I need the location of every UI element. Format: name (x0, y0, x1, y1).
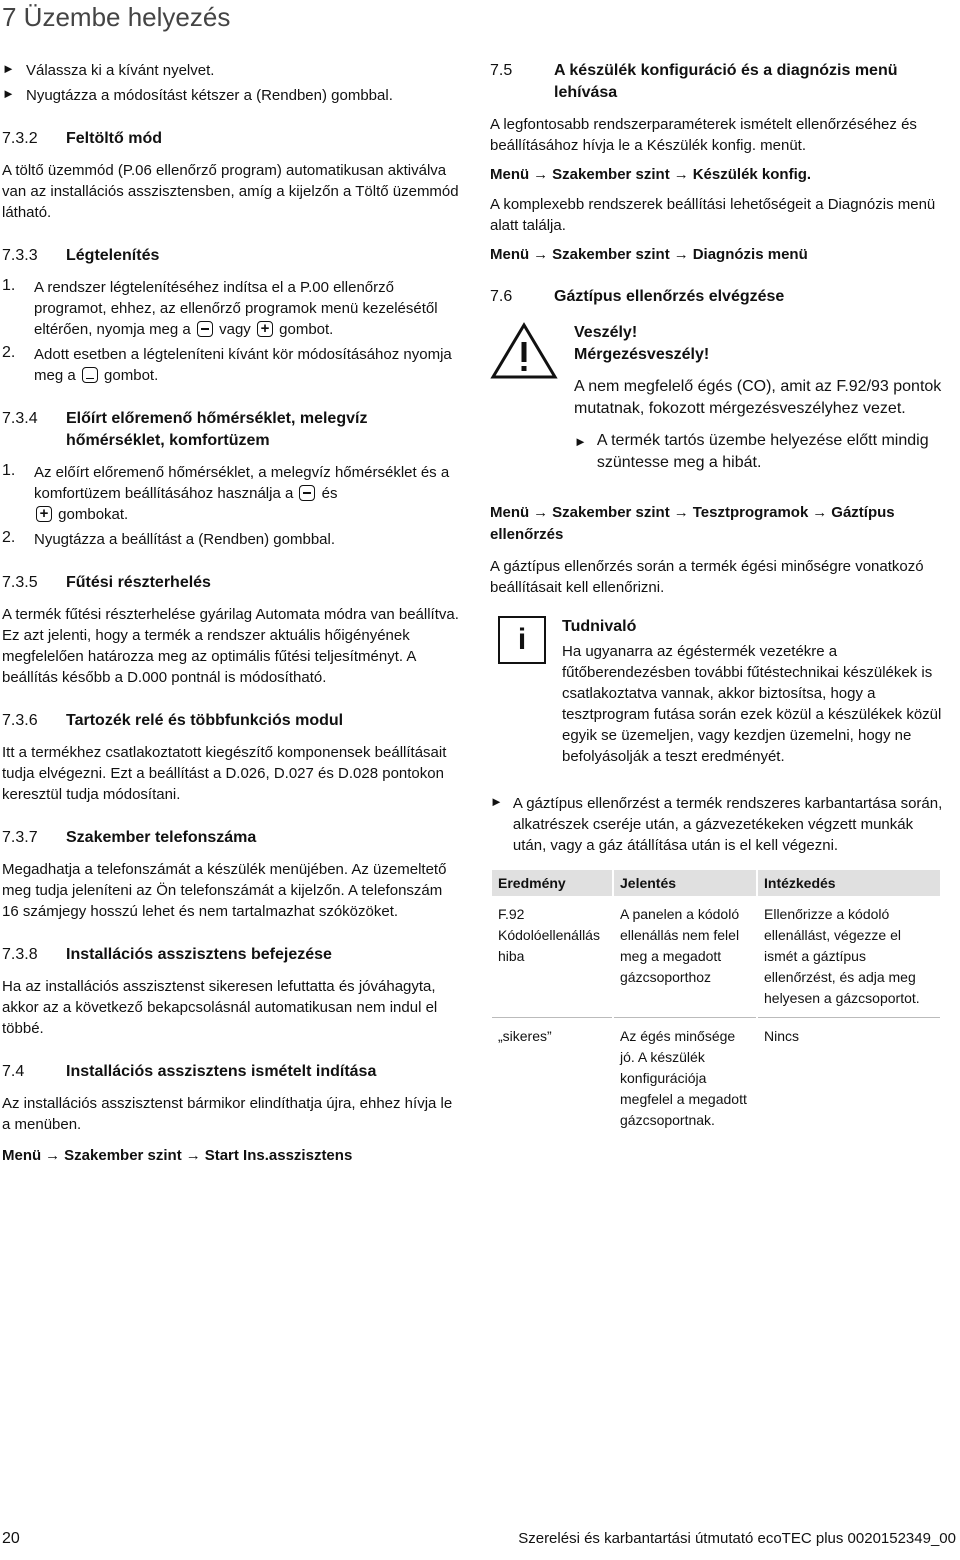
bullet-text: A gáztípus ellenőrzést a termék rendszeres karbantartása során, alkatrészek cseréje után, a gázvezetékeken végzett munkák után, vagy a gáz átállítása után is el kell végezni. (512, 795, 943, 854)
list-item (2, 344, 462, 386)
table-cell: „sikeres” (491, 1018, 613, 1140)
section-heading-7-4 (2, 1061, 462, 1083)
section-heading-7-3-8 (2, 944, 462, 966)
paragraph: A töltő üzemmód (P.06 ellenőrző program) automatikusan aktiválva van az installációs asszisztensben, amíg a kijelzőn a Töltő üzemmód látható. (2, 162, 459, 221)
step-number: 1. (2, 462, 16, 479)
paragraph: A legfontosabb rendszerparaméterek ismételt ellenőrzéséhez és beállításához hívja le a Készülék konfig. menüt. (490, 116, 917, 154)
step-text-b: gombot. (104, 367, 159, 384)
menu-path-step: Menü (2, 1147, 42, 1164)
table-row (491, 896, 940, 1018)
arrow-right-icon: → (533, 246, 549, 263)
section-number: 7.3.4 (2, 410, 38, 427)
info-title: Tudnivaló (562, 618, 637, 635)
step-text (34, 344, 462, 386)
table-cell: A panelen a kódoló ellenállás nem felel meg a megadott gázcsoporthoz (613, 896, 757, 1018)
menu-path-step: Tesztprogramok (692, 504, 809, 521)
minus-button-icon (299, 485, 315, 501)
section-number: 7.6 (490, 288, 513, 305)
step-text-a: A rendszer légtelenítéséhez indítsa el a P.00 ellenőrző programot, ehhez, az ellenőrző programok menü kezelésétől eltérően, nyomja meg a (34, 279, 438, 338)
step-text-b: vagy (219, 321, 251, 338)
section-heading-7-3-2 (2, 128, 462, 150)
page-number: 20 (2, 1530, 20, 1547)
menu-path-step: Szakember szint (64, 1147, 182, 1164)
document-footer: Szerelési és karbantartási útmutató ecoTEC plus 0020152349_00 (518, 1530, 956, 1547)
step-text (34, 277, 462, 340)
menu-path-step: Szakember szint (552, 246, 670, 263)
bullet-text: A termék tartós üzembe helyezése előtt mindig szüntesse meg a hibát. (596, 432, 929, 471)
plus-button-icon (257, 321, 273, 337)
menu-path (490, 244, 950, 266)
paragraph: Itt a termékhez csatlakoztatott kiegészítő komponensek beállításait tudja elvégezni. Ezt a beállítást a D.026, D.027 és D.028 pontokon keresztül tudja módosítani. (2, 744, 447, 803)
section-title: A készülék konfiguráció és a diagnózis menü lehívása (554, 62, 898, 101)
paragraph: A gáztípus ellenőrzés során a termék égési minőségre vonatkozó beállításait kell ellenőrizni. (490, 558, 924, 596)
section-title: Gáztípus ellenőrzés elvégzése (554, 288, 785, 305)
menu-path-step: Menü (490, 166, 530, 183)
section-heading-7-3-4 (2, 408, 462, 452)
section-number: 7.3.2 (2, 130, 38, 147)
section-number: 7.3.7 (2, 829, 38, 846)
section-title: Szakember telefonszáma (66, 829, 257, 846)
triangle-right-icon: ► (574, 434, 587, 449)
triangle-right-icon: ► (490, 794, 503, 809)
arrow-right-icon: → (673, 166, 689, 183)
arrow-right-icon: → (185, 1147, 201, 1164)
column-header: Jelentés (613, 870, 757, 896)
arrow-right-icon: → (812, 504, 828, 521)
section-title: Tartozék relé és többfunkciós modul (66, 712, 344, 729)
section-title: Előírt előremenő hőmérséklet, melegvíz hőmérséklet, komfortüzem (66, 410, 368, 449)
menu-path-step: Szakember szint (552, 166, 670, 183)
step-number: 2. (2, 344, 16, 361)
step-text (34, 462, 462, 525)
bullet-text: Válassza ki a kívánt nyelvet. (26, 62, 215, 79)
menu-path (490, 502, 950, 546)
menu-path-step: Szakember szint (552, 504, 670, 521)
list-item (574, 430, 950, 474)
page-title: 7 Üzembe helyezés (2, 2, 231, 32)
arrow-right-icon: → (533, 504, 549, 521)
section-heading-7-3-6 (2, 710, 462, 732)
triangle-right-icon: ► (2, 61, 15, 76)
section-number: 7.4 (2, 1063, 25, 1080)
result-table (490, 870, 940, 1139)
menu-path-step: Start Ins.asszisztens (204, 1147, 353, 1164)
step-text-a: Az előírt előremenő hőmérséklet, a melegvíz hőmérséklet és a komfortüzem beállításához használja a (34, 464, 450, 502)
section-title: Installációs asszisztens ismételt indítása (66, 1063, 377, 1080)
section-number: 7.3.5 (2, 574, 38, 591)
bullet-text: Nyugtázza a módosítást kétszer a (Rendben) gombbal. (26, 87, 393, 104)
section-title: Fűtési részterhelés (66, 574, 211, 591)
section-heading-7-3-7 (2, 827, 462, 849)
section-number: 7.5 (490, 62, 513, 79)
column-header: Eredmény (491, 870, 613, 896)
table-cell: Ellenőrizze a kódoló ellenállást, végezze el ismét a gáztípus ellenőrzést, és adja meg helyesen a gázcsoportot. (757, 896, 940, 1018)
step-number: 1. (2, 277, 16, 294)
info-text: Ha ugyanarra az égéstermék vezetékre a fűtőberendezésben további fűtéstechnikai készülékek is csatlakoztatva vannak, akkor biztosítsa, hogy a tesztprogram futása során ezek közül a készülékek közül egyik se üzemeljen, vagy kezdjen üzemelni, hogy ne befolyásolják a teszt eredményét. (562, 643, 942, 765)
info-notice-body (562, 616, 950, 767)
paragraph: Az installációs asszisztenst bármikor elindíthatja újra, ehhez hívja le a menüben. (2, 1095, 453, 1133)
info-icon: i (498, 616, 546, 664)
arrow-right-icon: → (533, 166, 549, 183)
section-title: Installációs asszisztens befejezése (66, 946, 332, 963)
menu-path-step: Készülék konfig. (692, 166, 812, 183)
table-cell: F.92 Kódolóellenállás hiba (491, 896, 613, 1018)
info-notice (490, 616, 950, 767)
step-text-a: Adott esetben a légteleníteni kívánt kör módosításához nyomja meg a (34, 346, 452, 384)
paragraph: Ha az installációs asszisztenst sikeresen lefuttatta és jóváhagyta, akkor az a következő bekapcsolásnál automatikusan nem indul el többé. (2, 978, 438, 1037)
section-number: 7.3.6 (2, 712, 38, 729)
danger-notice-body (574, 322, 950, 474)
menu-path-step: Menü (490, 504, 530, 521)
list-item (2, 277, 462, 340)
menu-button-icon (82, 367, 98, 383)
step-text: Nyugtázza a beállítást a (Rendben) gombbal. (34, 531, 336, 548)
danger-notice (490, 322, 950, 474)
list-item (2, 85, 462, 106)
danger-subtitle: Mérgezésveszély! (574, 346, 710, 363)
plus-button-icon (36, 506, 52, 522)
step-text-c: gombokat. (58, 506, 129, 523)
list-item (2, 529, 462, 550)
list-item (2, 60, 462, 81)
step-text-b: és (321, 485, 338, 502)
arrow-right-icon: → (673, 246, 689, 263)
arrow-right-icon: → (673, 504, 689, 521)
column-header: Intézkedés (757, 870, 940, 896)
section-title: Légtelenítés (66, 247, 160, 264)
section-heading-7-5 (490, 60, 950, 104)
table-row (491, 1018, 940, 1140)
section-number: 7.3.8 (2, 946, 38, 963)
menu-path-step: Menü (490, 246, 530, 263)
left-column (2, 60, 462, 1167)
section-title: Feltöltő mód (66, 130, 162, 147)
table-header-row (491, 870, 940, 896)
section-number: 7.3.3 (2, 247, 38, 264)
danger-text: A nem megfelelő égés (CO), amit az F.92/93 pontok mutatnak, fokozott mérgezésveszélyhez vezet. (574, 378, 942, 417)
section-heading-7-3-5 (2, 572, 462, 594)
step-text-c: gombot. (279, 321, 334, 338)
minus-button-icon (197, 321, 213, 337)
arrow-right-icon: → (45, 1147, 61, 1164)
menu-path (490, 164, 950, 186)
step-number: 2. (2, 529, 16, 546)
menu-path-step: Gáztípus ellenőrzés (490, 504, 895, 543)
warning-triangle-icon (490, 322, 558, 380)
paragraph: A termék fűtési részterhelése gyárilag Automata módra van beállítva. Ez azt jelenti, hogy a termék a rendszer aktuális hőigényének megfelelően határozza meg az optimális fűtési teljesítményt. A beállítás később a D.000 pontnál is módosítható. (2, 606, 459, 686)
section-heading-7-3-3 (2, 245, 462, 267)
triangle-right-icon: ► (2, 86, 15, 101)
list-item (490, 793, 950, 856)
danger-title: Veszély! (574, 324, 638, 341)
menu-path-step: Diagnózis menü (692, 246, 808, 263)
right-column (490, 60, 950, 1139)
table-cell: Az égés minősége jó. A készülék konfigurációja megfelel a megadott gázcsoportnak. (613, 1018, 757, 1140)
table-cell: Nincs (757, 1018, 940, 1140)
section-heading-7-6 (490, 286, 950, 308)
menu-path (2, 1145, 462, 1167)
paragraph: Megadhatja a telefonszámát a készülék menüjében. Az üzemeltető meg tudja jeleníteni az Ön telefonszámát a kijelzőn. A telefonszám 16 számjegy hosszú lehet és nem tartalmazhat szóközöket. (2, 861, 447, 920)
paragraph: A komplexebb rendszerek beállítási lehetőségeit a Diagnózis menü alatt találja. (490, 196, 936, 234)
list-item (2, 462, 462, 525)
